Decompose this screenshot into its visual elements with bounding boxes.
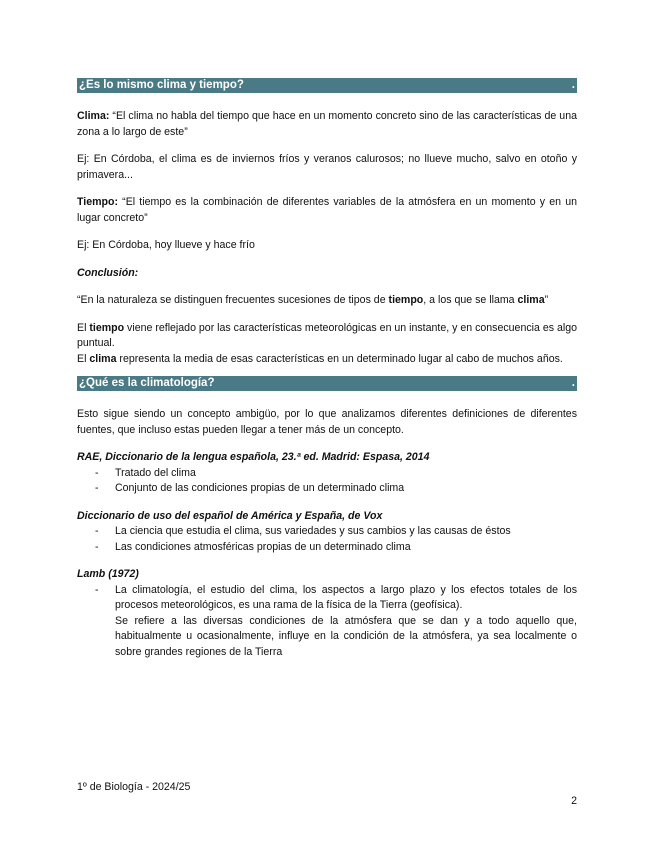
section-title-end: . xyxy=(571,79,575,91)
clima-label: Clima: xyxy=(77,110,110,122)
list-item: - Las condiciones atmosféricas propias de un determinado clima xyxy=(95,540,411,553)
conclusion-paragraph-3: El clima representa la media de esas características en un determinado lugar al cabo de muchos años. xyxy=(77,352,563,365)
clima-definition xyxy=(77,109,577,140)
list-item: - La climatología, el estudio del clima, los aspectos a largo plazo y los efectos totales de los procesos meteorológicos, es una rama de la física de la Tierra (geofísica). xyxy=(95,583,577,611)
climatologia-intro: Esto sigue siendo un concepto ambigüo, por lo que analizamos diferentes definiciones de diferentes fuentes, que incluso estas pueden llegar a tener más de un concepto. xyxy=(77,408,577,436)
source-title-lamb: Lamb (1972) xyxy=(77,568,139,580)
section-heading-climatologia xyxy=(77,376,577,391)
section-heading-clima-tiempo xyxy=(77,78,577,93)
section-title-end: . xyxy=(571,377,575,389)
section-title: ¿Qué es la climatología? xyxy=(79,377,215,389)
conclusion-heading: Conclusión: xyxy=(77,266,139,279)
section-title: ¿Es lo mismo clima y tiempo? xyxy=(79,79,244,91)
clima-example: Ej: En Córdoba, el clima es de inviernos fríos y veranos calurosos; no llueve mucho, salvo en otoño y primavera... xyxy=(77,153,577,181)
conclusion-paragraph-2: El tiempo viene reflejado por las características meteorológicas en un instante, y en consecuencia es algo puntual. xyxy=(77,321,577,349)
list-item: - Conjunto de las condiciones propias de un determinado clima xyxy=(95,482,405,494)
vox-definitions-list xyxy=(77,524,577,555)
tiempo-definition xyxy=(77,195,577,226)
source-title-vox: Diccionario de uso del español de América y España, de Vox xyxy=(77,509,383,522)
tiempo-def-text: “El tiempo es la combinación de diferentes variables de la atmósfera en un momento y en un lugar concreto” xyxy=(77,196,577,224)
source-title-rae: RAE, Diccionario de la lengua española, 23.ª ed. Madrid: Espasa, 2014 xyxy=(77,451,430,463)
page-number: 2 xyxy=(571,795,577,807)
lamb-definitions-list xyxy=(77,583,577,614)
rae-definitions-list xyxy=(77,466,577,497)
list-item: - Tratado del clima xyxy=(95,466,196,479)
tiempo-example: Ej: En Córdoba, hoy llueve y hace frío xyxy=(77,239,255,251)
tiempo-label: Tiempo: xyxy=(77,196,119,208)
footer-course: 1º de Biología - 2024/25 xyxy=(77,781,191,793)
page-content xyxy=(77,78,577,660)
clima-def-text: “El clima no habla del tiempo que hace en un momento concreto sino de las características de una zona a lo largo de este” xyxy=(77,110,577,138)
lamb-continuation: Se refiere a las diversas condiciones de la atmósfera que se dan y a todo aquello que, habitualmente u ocasionalmente, influye en la condición de la atmósfera, ya sea localmente o sobre grandes regiones de la Tierra xyxy=(115,614,577,658)
list-item: - La ciencia que estudia el clima, sus variedades y sus cambios y las causas de éstos xyxy=(95,525,511,537)
conclusion-paragraph-1: “En la naturaleza se distinguen frecuentes sucesiones de tipos de tiempo, a los que se llama clima” xyxy=(77,294,549,306)
